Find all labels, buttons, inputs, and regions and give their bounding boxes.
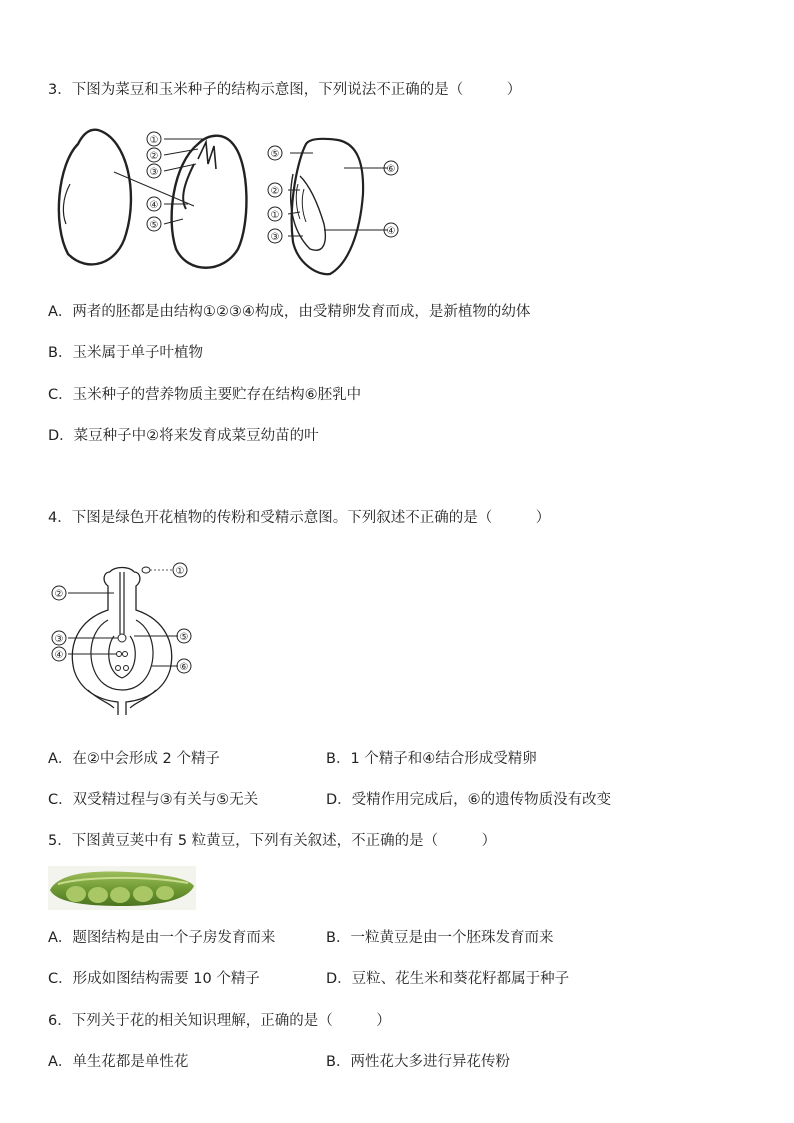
q6-stem: 6．下列关于花的相关知识理解，正确的是（ ） bbox=[48, 1013, 391, 1029]
q5-option-d: D．豆粒、花生米和葵花籽都属于种子 bbox=[326, 971, 570, 987]
svg-text:④: ④ bbox=[54, 650, 64, 661]
svg-text:②: ② bbox=[54, 589, 64, 600]
q3-option-c: C．玉米种子的营养物质主要贮存在结构⑥胚乳中 bbox=[48, 387, 362, 403]
q4-stem: 4．下图是绿色开花植物的传粉和受精示意图。下列叙述不正确的是（ ） bbox=[48, 510, 551, 526]
q3-option-a: A．两者的胚都是由结构①②③④构成，由受精卵发育而成，是新植物的幼体 bbox=[48, 304, 531, 320]
svg-text:⑥: ⑥ bbox=[179, 662, 189, 673]
seed-structure-diagram bbox=[48, 124, 408, 284]
q6-option-a: A．单生花都是单性花 bbox=[48, 1054, 189, 1070]
q4-option-c: C．双受精过程与③有关与⑤无关 bbox=[48, 792, 259, 808]
q4-option-b: B．1 个精子和④结合形成受精卵 bbox=[326, 751, 537, 767]
q5-option-c: C．形成如图结构需要 10 个精子 bbox=[48, 971, 260, 987]
soybean-pod-image bbox=[48, 866, 196, 910]
q5-stem: 5．下图黄豆荚中有 5 粒黄豆，下列有关叙述，不正确的是（ ） bbox=[48, 833, 497, 849]
svg-text:①: ① bbox=[175, 566, 185, 577]
svg-text:⑤: ⑤ bbox=[179, 632, 189, 643]
q4-option-d: D．受精作用完成后，⑥的遗传物质没有改变 bbox=[326, 792, 612, 808]
pollination-diagram bbox=[48, 560, 208, 720]
svg-text:①: ① bbox=[270, 210, 280, 221]
q5-option-a: A．题图结构是由一个子房发育而来 bbox=[48, 930, 276, 946]
svg-text:②: ② bbox=[149, 151, 159, 162]
bean-label-1: ① bbox=[149, 135, 159, 146]
q5-option-b: B．一粒黄豆是由一个胚珠发育而来 bbox=[326, 930, 554, 946]
svg-text:③: ③ bbox=[149, 167, 159, 178]
q4-option-a: A．在②中会形成 2 个精子 bbox=[48, 751, 220, 767]
svg-text:⑥: ⑥ bbox=[386, 164, 396, 175]
q3-stem: 3．下图为菜豆和玉米种子的结构示意图，下列说法不正确的是（ ） bbox=[48, 82, 522, 98]
svg-text:③: ③ bbox=[54, 634, 64, 645]
svg-text:④: ④ bbox=[149, 200, 159, 211]
svg-text:④: ④ bbox=[386, 226, 396, 237]
q3-option-d: D．菜豆种子中②将来发育成菜豆幼苗的叶 bbox=[48, 428, 319, 444]
q6-option-b: B．两性花大多进行异花传粉 bbox=[326, 1054, 510, 1070]
svg-text:②: ② bbox=[270, 186, 280, 197]
q3-option-b: B．玉米属于单子叶植物 bbox=[48, 345, 203, 361]
svg-text:⑤: ⑤ bbox=[149, 220, 159, 231]
svg-text:⑤: ⑤ bbox=[270, 149, 280, 160]
svg-text:③: ③ bbox=[270, 232, 280, 243]
